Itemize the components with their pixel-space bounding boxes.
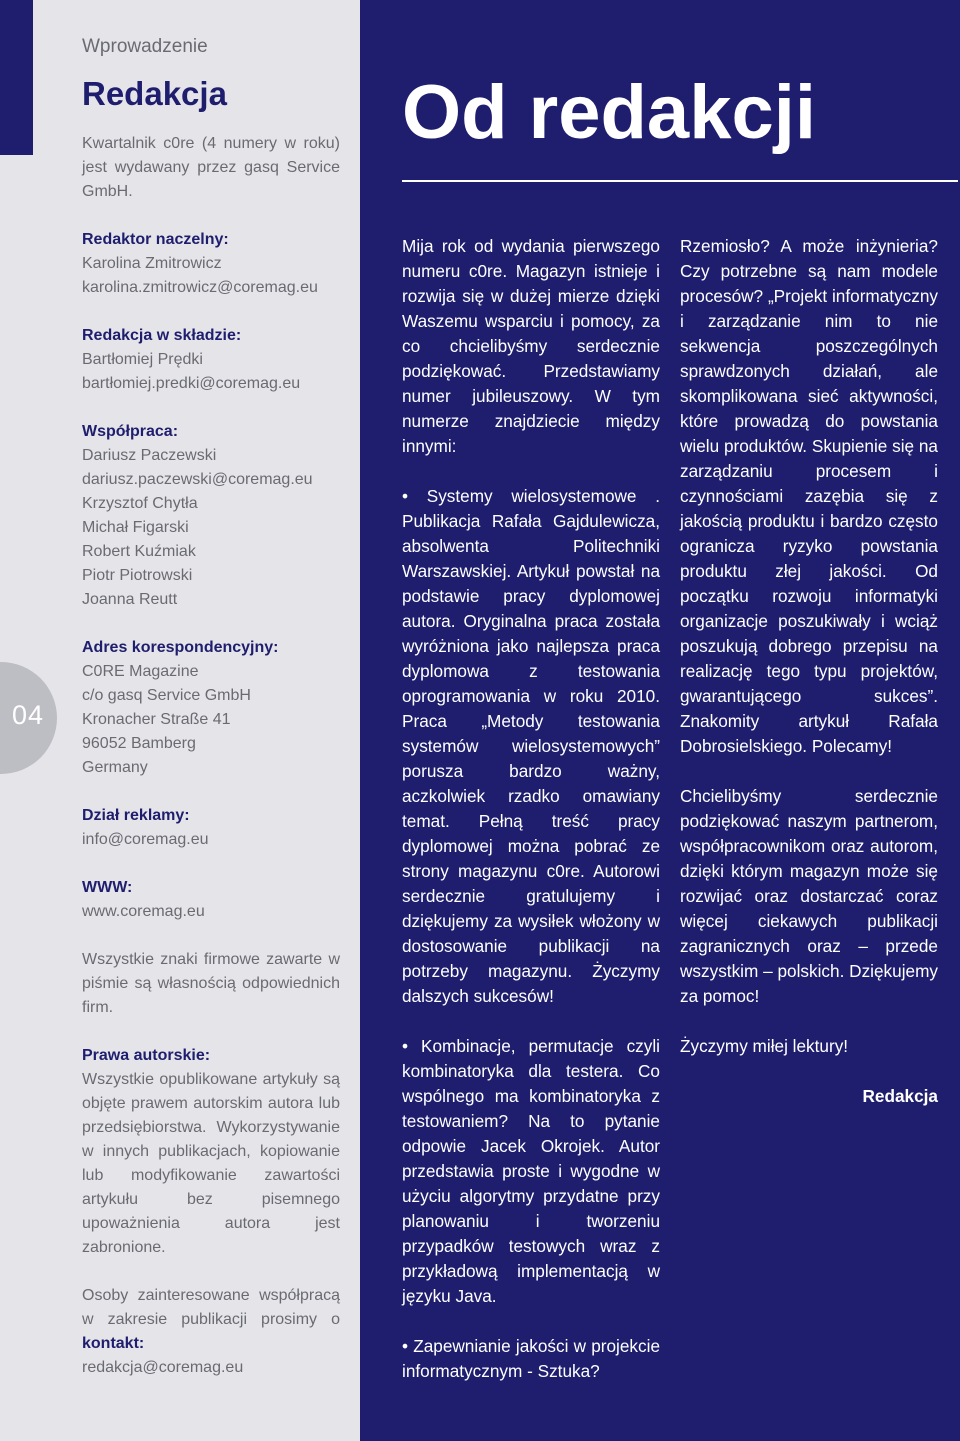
editor-block	[82, 228, 340, 300]
address-line: c/o gasq Service GmbH	[82, 687, 251, 704]
ads-label: Dział reklamy:	[82, 807, 190, 824]
page-title: Od redakcji	[402, 70, 816, 155]
www-link[interactable]: www.coremag.eu	[82, 903, 205, 920]
collab-line: Robert Kuźmiak	[82, 543, 196, 560]
contact-email[interactable]: redakcja@coremag.eu	[82, 1359, 244, 1376]
paragraph: Życzymy miłej lektury!	[680, 1036, 849, 1056]
address-line: 96052 Bamberg	[82, 735, 196, 752]
page-number: 04	[12, 700, 45, 730]
copyright-block	[82, 1044, 340, 1260]
www-label: WWW:	[82, 879, 133, 896]
collab-line: Piotr Piotrowski	[82, 567, 193, 584]
address-line: Germany	[82, 759, 148, 776]
section-kicker: Wprowadzenie	[82, 36, 208, 57]
copyright-label: Prawa autorskie:	[82, 1047, 211, 1064]
sidebar-accent-bar	[0, 0, 33, 155]
copyright-text: Wszystkie opublikowane artykuły są objęte prawem autorskim autora lub przedsiębiorstwa. Wykorzystywanie w innych publikacjach, kopiowanie lub modyfikowanie zawartości artykułu bez pisemnego upoważnienia autora jest zabronione.	[82, 1071, 340, 1256]
collab-line: Joanna Reutt	[82, 591, 178, 608]
staff-label: Redakcja w składzie:	[82, 327, 242, 344]
paragraph: Rzemiosło? A może inżynieria? Czy potrzebne są nam modele procesów? „Projekt informatyczny i zarządzanie nim to nie sekwencja poszczególnych sprawdzonych działań, ale skomplikowana sieć aktywności, które prowadzą do powstania wielu produktów. Skupienie się na zarządzaniu procesem i czynnościami zazębia się z jakością produktu i bardzo często ogranicza ryzyko powstania produktu złej jakości. Od początku rozwoju informatyki organizacje poszukiwały i wciąż poszukują dobrego przepisu na realizację tego typu projektów, gwarantującego sukces”. Znakomity artykuł Rafała Dobrosielskiego. Polecamy!	[680, 236, 938, 756]
address-line: C0RE Magazine	[82, 663, 199, 680]
address-label: Adres korespondencyjny:	[82, 639, 279, 656]
paragraph: • Zapewnianie jakości w projekcie informatycznym - Sztuka?	[402, 1336, 660, 1381]
text-column-right	[680, 234, 938, 1134]
staff-name: Bartłomiej Prędki	[82, 351, 203, 368]
trademarks-text: Wszystkie znaki firmowe zawarte w piśmie są własnością odpowiednich firm.	[82, 951, 340, 1016]
collab-label: Współpraca:	[82, 423, 179, 440]
paragraph: • Systemy wielosystemowe . Publikacja Rafała Gajdulewicza, absolwenta Politechniki Warszawskiej. Artykuł powstał na podstawie pracy dyplomowej autora. Oryginalna praca została wyróżniona jako najlepsza praca dyplomowa z testowania oprogramowania w roku 2010. Praca „Metody testowania systemów wielosystemowych” porusza bardzo ważny, aczkolwiek rzadko omawiany temat. Pełną treść pracy dyplomowej można pobrać ze strony magazynu c0re. Autorowi serdecznie gratulujemy i dziękujemy za wysiłek włożony w dostosowanie publikacji na potrzeby magazynu. Życzymy dalszych sukcesów!	[402, 486, 660, 1006]
title-divider	[402, 180, 958, 182]
paragraph: Mija rok od wydania pierwszego numeru c0re. Magazyn istnieje i rozwija się w dużej mierze dzięki Waszemu wsparciu i pomocy, za co chcielibyśmy serdecznie podziękować. Przedstawiamy numer jubileuszowy. W tym numerze znajdziecie między innymi:	[402, 236, 660, 456]
sidebar-content	[82, 34, 340, 1380]
sidebar	[0, 0, 360, 1441]
staff-email: bartłomiej.predki@coremag.eu	[82, 375, 301, 392]
intro-text: Kwartalnik c0re (4 numery w roku) jest wydawany przez gasq Service GmbH.	[82, 135, 340, 200]
contact-label: kontakt:	[82, 1335, 145, 1352]
ads-email: info@coremag.eu	[82, 831, 209, 848]
contact-text: Osoby zainteresowane współpracą w zakresie publikacji prosimy o	[82, 1287, 340, 1328]
collab-line: Michał Figarski	[82, 519, 189, 536]
collab-line: dariusz.paczewski@coremag.eu	[82, 471, 313, 488]
editor-name: Karolina Zmitrowicz	[82, 255, 222, 272]
sidebar-title: Redakcja	[82, 75, 227, 112]
collab-line: Dariusz Paczewski	[82, 447, 217, 464]
collab-line: Krzysztof Chytła	[82, 495, 198, 512]
signature: Redakcja	[862, 1086, 938, 1106]
staff-block	[82, 324, 340, 396]
text-column-left	[402, 234, 660, 1384]
contact-block	[82, 1284, 340, 1380]
ads-block	[82, 804, 340, 852]
editor-email: karolina.zmitrowicz@coremag.eu	[82, 279, 318, 296]
address-line: Kronacher Straße 41	[82, 711, 231, 728]
address-block	[82, 636, 340, 780]
paragraph: • Kombinacje, permutacje czyli kombinatoryka dla testera. Co wspólnego ma kombinatoryka z testowaniem? Na to pytanie odpowie Jacek Okrojek. Autor przedstawia proste i wygodne w użyciu algorytmy przydatne przy planowaniu i tworzeniu przypadków testowych wraz z przykładową implementacją w języku Java.	[402, 1036, 660, 1306]
www-block	[82, 876, 340, 924]
collab-block	[82, 420, 340, 612]
editor-label: Redaktor naczelny:	[82, 231, 229, 248]
paragraph: Chcielibyśmy serdecznie podziękować naszym partnerom, współpracownikom oraz autorom, dzięki którym magazyn może się rozwijać oraz dostarczać coraz więcej ciekawych publikacji zagranicznych oraz – przede wszystkim – polskich. Dziękujemy za pomoc!	[680, 786, 938, 1006]
